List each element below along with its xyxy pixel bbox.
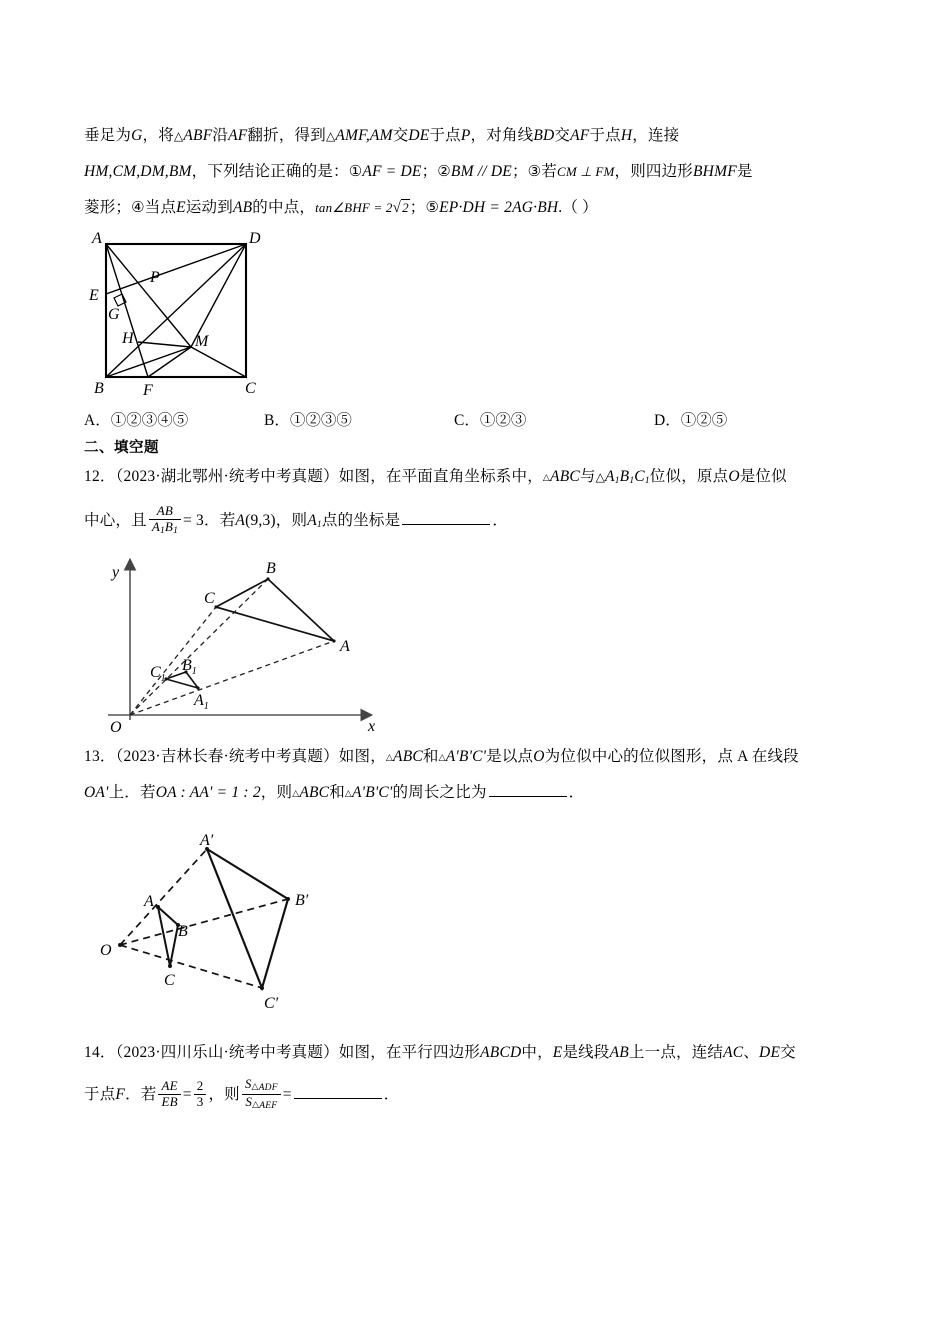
q11-l2-t2: ； [421, 163, 438, 180]
triangle-glyph-q12a [543, 468, 550, 485]
option-c-value: ①②③ [479, 412, 527, 429]
label-A-prime: A′ [200, 832, 214, 849]
triangle-ABC [216, 579, 334, 641]
label-B: B [94, 380, 104, 397]
figure-q12-coordinate-homothety [100, 555, 874, 735]
q11-l2-v4: CM ⊥ FM [557, 164, 615, 179]
label-B1: $B_1$ [182, 657, 197, 677]
q11-l3-t4: 的中点， [252, 199, 316, 216]
figure-q11-svg [86, 232, 386, 402]
q14-l2-t4: ，则 [208, 1086, 240, 1103]
radical-sign: √ [392, 200, 402, 216]
triangle-glyph-q12b [596, 468, 605, 485]
figure-q11-square-fold [86, 232, 874, 402]
frac-3-den: 3 [196, 1093, 204, 1109]
q14-l2-t6: ． [383, 1086, 400, 1103]
circled-2: ② [437, 164, 451, 180]
q11-l1-v9: H [620, 127, 633, 144]
q13-l1-t1: 如图， [338, 748, 386, 765]
q14-l1-t3: 是线段 [562, 1044, 610, 1061]
option-d-letter: D． [654, 412, 681, 429]
segment-BM [106, 347, 191, 377]
q12-l2-v3: A [307, 512, 317, 529]
triangle-glyph [174, 127, 183, 144]
q12-l1-v1: ABC [550, 468, 580, 485]
q13-l2-v4: A'B'C' [352, 784, 393, 801]
q11-l1-t7: ，对角线 [470, 127, 534, 144]
label-B: B [178, 923, 188, 940]
option-c-letter: C． [454, 412, 480, 429]
q11-line-3 [84, 190, 874, 226]
q12-l1-sub2: 1 [629, 476, 635, 486]
S-denominator: S [245, 1093, 253, 1109]
q11-l2-v5: BHMF [693, 163, 737, 180]
q12-l2-sub1: 1 [316, 520, 322, 530]
q11-l3-t1: 菱形； [84, 199, 132, 216]
axes [108, 569, 362, 720]
homothety-rays [130, 579, 334, 715]
option-b-letter: B． [264, 412, 290, 429]
den-B: B [164, 518, 174, 534]
label-C: C [164, 972, 175, 989]
q11-l1-t2: ，将 [142, 127, 174, 144]
option-d-value: ①②⑤ [680, 412, 728, 429]
q12-l2-t3: ．若 [204, 512, 236, 529]
q11-l3-t5: ； [409, 199, 426, 216]
fraction-AB-over-A1B1 [149, 504, 181, 536]
option-a-value: ①②③④⑤ [110, 412, 189, 429]
figure-q13-homothetic-triangles [90, 827, 874, 1017]
triangle-glyph-q13a [386, 748, 393, 765]
q14-number: 14． [84, 1044, 116, 1061]
den-A: A [151, 518, 160, 534]
label-B: B [266, 560, 276, 577]
homothety-rays-q13 [120, 849, 288, 988]
vertex-dots-q13 [118, 847, 290, 990]
answer-blank-q14[interactable] [294, 1084, 382, 1099]
label-A1: $A_1$ [194, 692, 209, 712]
q13-l1-v2: A'B'C' [445, 748, 487, 765]
q12-l1-t4: 是位似 [739, 468, 787, 485]
label-B-prime: B′ [295, 892, 309, 909]
q11-l1-t10: ，连接 [632, 127, 680, 144]
q14-line-2 [84, 1071, 874, 1119]
answer-blank-q13[interactable] [489, 782, 567, 797]
circled-5: ⑤ [425, 200, 440, 216]
q11-l2-t3: ； [511, 163, 528, 180]
q11-l3-v3: tan∠BHF = 2 [315, 200, 393, 215]
q13-l1-v1: ABC [393, 748, 423, 765]
fraction-AE-over-EB [158, 1079, 180, 1109]
option-a-letter: A． [84, 412, 111, 429]
q11-l3-v2: AB [232, 199, 253, 216]
q13-l2-t1: 上．若 [108, 784, 156, 801]
q11-l1-t8: 交 [554, 127, 571, 144]
label-C1: $C_1$ [150, 664, 166, 684]
q14-l2-t2: ．若 [125, 1086, 157, 1103]
q14-l1-t1: 如图，在平行四边形 [338, 1044, 481, 1061]
frac-AE-den: EB [161, 1093, 178, 1109]
q12-line-2 [84, 499, 874, 547]
q13-l1-v3: O [533, 748, 545, 765]
q11-l2-t6: 是 [736, 163, 753, 180]
q13-l2-t2: ，则 [260, 784, 293, 801]
option-c[interactable] [454, 408, 654, 430]
q11-line-1 [84, 118, 874, 154]
label-A: A [144, 893, 154, 910]
q14-source: （2023·四川乐山·统考中考真题） [115, 1044, 339, 1061]
fraction-2-over-3 [194, 1079, 207, 1109]
q12-l1-t2: 与 [579, 468, 596, 485]
label-D: D [249, 232, 261, 247]
q11-l1-v3: AF [228, 127, 248, 144]
q12-l1-t3: 位似，原点 [649, 468, 729, 485]
q11-options [84, 408, 874, 430]
q12-source: （2023·湖北鄂州·统考中考真题） [115, 468, 339, 485]
triangle-glyph-2 [326, 127, 335, 144]
label-A: A [340, 638, 350, 655]
q14-l1-t2: 中， [521, 1044, 553, 1061]
label-y-axis: y [112, 564, 120, 581]
option-b[interactable] [264, 408, 454, 430]
circled-3: ③ [527, 164, 542, 180]
q12-l1-sub1: 1 [614, 476, 620, 486]
q14-l1-v4: AC [723, 1044, 744, 1061]
figure-q11-inner-lines [106, 244, 246, 377]
den-A-sub: 1 [159, 525, 165, 536]
q13-l2-t5: ． [568, 784, 585, 801]
frac-area-den [242, 1095, 281, 1112]
q11-line-2 [84, 154, 874, 190]
label-F: F [143, 382, 153, 399]
q11-l1-t1: 垂足为 [84, 127, 132, 144]
circled-1: ① [348, 164, 363, 180]
label-E: E [89, 287, 99, 304]
q14-line-1 [84, 1035, 874, 1071]
frac-AE-num: AE [158, 1079, 180, 1095]
q13-l1-t4: 为位似中心的位似图形，点 A 在线段 [544, 748, 799, 765]
S-denominator-sub [252, 1101, 277, 1111]
q12-l1-sub3: 1 [644, 476, 650, 486]
q13-l2-t4: 的周长之比为 [392, 784, 487, 801]
q12-l2-v2: (9,3) [245, 512, 276, 529]
q12-l1-v5: O [728, 468, 740, 485]
label-H: H [122, 330, 134, 347]
q11-l1-v6: P [460, 127, 471, 144]
q13-line-1 [84, 739, 874, 775]
q12-l2-v1: A [235, 512, 246, 529]
S-numerator-sub [252, 1083, 278, 1093]
option-d[interactable] [654, 408, 727, 430]
q14-l1-t6: 交 [780, 1044, 796, 1061]
q13-l2-v2: OA : AA' = 1 : 2 [155, 784, 261, 801]
q12-l2-t4: ，则 [275, 512, 308, 529]
segment-CM [191, 347, 246, 377]
q11-l1-v7: BD [533, 127, 555, 144]
label-C: C [204, 590, 215, 607]
figure-q12-svg [100, 555, 430, 735]
option-b-value: ①②③⑤ [289, 412, 352, 429]
frac-area-num [242, 1077, 281, 1095]
q11-l1-v1: G [131, 127, 143, 144]
label-G: G [108, 306, 120, 323]
label-x-axis: x [368, 718, 376, 735]
page-content [84, 118, 874, 1119]
q12-line-1 [84, 459, 874, 499]
q12-number: 12． [84, 468, 116, 485]
q11-l2-v1: HM,CM,DM,BM [84, 163, 192, 180]
q11-l2-t4: 若 [541, 163, 557, 180]
radicand: 2 [402, 200, 409, 215]
q14-l1-t4: 上一点，连结 [628, 1044, 724, 1061]
label-A: A [92, 232, 102, 247]
triangle-ABC-path [216, 579, 334, 641]
q11-l2-t5: ，则四边形 [614, 163, 694, 180]
segment-HM [138, 342, 191, 347]
q13-l2-t3: 和 [329, 784, 345, 801]
den-B-sub: 1 [173, 525, 179, 536]
q11-l3-v4: EP·DH = 2AG·BH [439, 199, 559, 216]
q13-number: 13． [84, 748, 116, 765]
frac-2-num: 2 [194, 1079, 207, 1095]
q14-l2-t3: = [182, 1086, 192, 1103]
q11-l2-v2: AF = DE [362, 163, 422, 180]
figure-q12-labels [110, 560, 375, 735]
S-num-sub-text: ADF [258, 1083, 278, 1094]
q13-l2-v3: ABC [299, 784, 330, 801]
q12-l2-t2: = 3 [183, 512, 204, 529]
q11-l3-t6: .（ ） [558, 199, 598, 216]
figure-q13-svg [90, 827, 420, 1017]
q11-l2-t1: ，下列结论正确的是： [191, 163, 349, 180]
triangle-glyph-q13b [439, 748, 446, 765]
S-numerator: S [244, 1076, 252, 1092]
q11-l3-t3: 运动到 [185, 199, 233, 216]
q11-l3-t2: 当点 [144, 199, 177, 216]
label-M: M [195, 333, 209, 350]
q11-l1-v2: ABF [183, 127, 213, 144]
q11-l3-v1: E [176, 199, 186, 216]
q12-l2-t1: 中心，且 [84, 512, 147, 529]
fraction-area-ratio [242, 1077, 281, 1111]
q13-l1-t3: 是以点 [486, 748, 534, 765]
fraction-numerator: AB [149, 504, 181, 520]
q11-l1-v8: AF [570, 127, 590, 144]
q14-l1-v5: DE [759, 1044, 781, 1061]
segment-FM [148, 347, 191, 377]
q11-l2-v3: BM // DE [450, 163, 512, 180]
circled-4: ④ [131, 200, 145, 216]
answer-blank-q12[interactable] [402, 510, 490, 525]
label-O: O [100, 942, 112, 959]
label-P: P [150, 269, 160, 286]
q11-l1-t9: 于点 [589, 127, 621, 144]
q13-l2-v1: OA' [84, 784, 109, 801]
q12-l1-v4: C [634, 468, 645, 485]
ray-OC-prime [120, 945, 262, 988]
q13-source: （2023·吉林长春·统考中考真题） [115, 748, 339, 765]
q14-l2-v1: F [115, 1086, 126, 1103]
q12-l2-t6: ． [492, 512, 509, 529]
q13-l1-t2: 和 [422, 748, 439, 765]
q11-l1-t3: 沿 [212, 127, 229, 144]
q11-l1-t6: 于点 [429, 127, 461, 144]
fraction-denominator [149, 520, 181, 537]
q14-l1-v3: AB [609, 1044, 629, 1061]
triangle-glyph-num [252, 1083, 259, 1093]
segment-DM [191, 244, 246, 347]
q12-l1-v2: A [605, 468, 615, 485]
triangle-glyph-q13d [345, 784, 352, 801]
q14-l1-v2: E [552, 1044, 563, 1061]
sqrt-expression [393, 190, 410, 226]
q11-l1-t4: 翻折，得到 [247, 127, 326, 144]
option-a[interactable] [84, 408, 264, 430]
q14-l1-t5: 、 [743, 1044, 760, 1061]
label-origin: O [110, 719, 122, 735]
q11-l1-v4: AMF,AM [335, 127, 393, 144]
q14-l2-t5: = [282, 1086, 292, 1103]
q14-l1-v1: ABCD [480, 1044, 522, 1061]
q12-l1-v3: B [619, 468, 630, 485]
label-C-prime: C′ [264, 995, 279, 1012]
q13-line-2 [84, 775, 874, 811]
q14-l2-t1: 于点 [84, 1086, 116, 1103]
q11-l1-v5: DE [408, 127, 430, 144]
S-den-sub-text: AEF [259, 1100, 278, 1111]
section-heading-fill-in-blank: 二、填空题 [84, 440, 159, 456]
label-C: C [245, 380, 256, 397]
q12-l1-t1: 如图，在平面直角坐标系中， [338, 468, 543, 485]
q12-l2-t5: 点的坐标是 [321, 512, 401, 529]
q11-l1-t5: 交 [392, 127, 409, 144]
